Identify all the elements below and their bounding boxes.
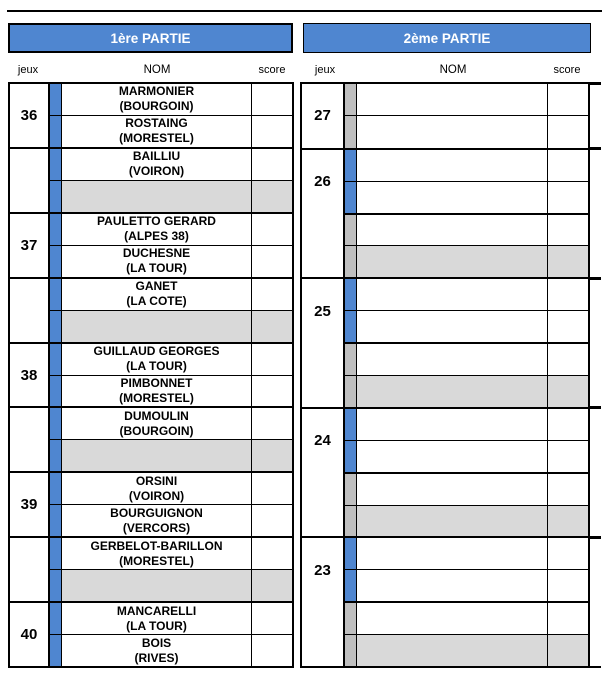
empty-name-cell[interactable] (357, 474, 548, 505)
player-name: BOURGUIGNON (110, 505, 203, 520)
empty-name-cell[interactable] (357, 506, 548, 537)
player-marker-bar (50, 116, 62, 147)
game-number-cell: 37 (10, 214, 50, 277)
left-score-column-header: score (258, 64, 286, 76)
player-marker-bar (345, 570, 357, 601)
player-marker-bar (50, 149, 62, 180)
score-cell[interactable] (252, 603, 292, 634)
player-marker-bar (345, 182, 357, 213)
match-block-27 (302, 84, 588, 150)
game-number-cell (10, 149, 50, 212)
empty-player-slot (50, 440, 292, 471)
empty-player-slot (345, 474, 588, 506)
empty-player-slot (50, 570, 292, 601)
empty-name-cell[interactable] (357, 246, 548, 277)
game-number: 23 (314, 561, 331, 579)
player-slot (50, 408, 292, 440)
empty-player-slot (345, 441, 588, 474)
player-club: (VOIRON) (128, 164, 185, 179)
empty-player-slot (345, 603, 588, 635)
player-marker-bar (345, 376, 357, 407)
empty-name-cell[interactable] (357, 150, 548, 181)
player-marker-bar (50, 570, 62, 601)
match-block-25 (302, 279, 588, 409)
player-name: PAULETTO GERARD (97, 214, 216, 229)
score-cell[interactable] (252, 279, 292, 310)
player-marker-bar (345, 506, 357, 537)
empty-player-slot (345, 311, 588, 344)
score-cell[interactable] (548, 474, 588, 505)
empty-name-cell[interactable] (357, 182, 548, 213)
score-cell[interactable] (252, 408, 292, 439)
border-stub (590, 666, 601, 669)
score-cell[interactable] (548, 409, 588, 440)
game-number-cell (10, 279, 50, 342)
player-club: (ALPES 38) (124, 229, 189, 244)
game-number-cell (10, 538, 50, 601)
empty-player-slot (50, 181, 292, 212)
score-cell[interactable] (548, 570, 588, 601)
empty-player-slot (345, 279, 588, 311)
match-block-40 (10, 603, 292, 666)
page-top-rule (7, 10, 602, 12)
player-marker-bar (50, 635, 62, 666)
score-cell[interactable] (548, 84, 588, 115)
score-cell[interactable] (548, 376, 588, 407)
player-name: MARMONIER (118, 84, 195, 99)
player-slot (50, 603, 292, 635)
player-name: GERBELOT-BARILLON (90, 538, 223, 553)
score-cell[interactable] (548, 150, 588, 181)
empty-player-slot (345, 116, 588, 147)
player-name-cell (62, 635, 252, 666)
score-cell[interactable] (548, 635, 588, 666)
score-cell[interactable] (548, 603, 588, 634)
empty-name-cell[interactable] (357, 311, 548, 342)
score-cell[interactable] (252, 246, 292, 277)
empty-name-cell[interactable] (357, 84, 548, 115)
player-slot (50, 116, 292, 147)
player-club: (RIVES) (134, 650, 179, 665)
empty-name-cell[interactable] (357, 635, 548, 666)
player-name: PIMBONNET (120, 375, 193, 390)
score-cell[interactable] (548, 506, 588, 537)
empty-name-cell[interactable] (357, 538, 548, 569)
empty-player-slot (345, 635, 588, 666)
player-marker-bar (50, 84, 62, 115)
score-cell[interactable] (548, 279, 588, 310)
player-slot (50, 246, 292, 277)
score-cell[interactable] (252, 149, 292, 180)
empty-name-cell[interactable] (357, 116, 548, 147)
game-number: 24 (314, 432, 331, 450)
player-name: DUCHESNE (122, 246, 191, 261)
match-block-unnumbered (10, 408, 292, 473)
player-club: (BOURGOIN) (119, 99, 194, 114)
player-name-cell (62, 408, 252, 439)
player-name: ORSINI (135, 473, 178, 488)
score-cell[interactable] (252, 570, 292, 601)
score-cell[interactable] (252, 311, 292, 342)
empty-name-cell[interactable] (357, 215, 548, 246)
player-marker-bar (345, 150, 357, 181)
empty-player-slot (345, 182, 588, 215)
player-marker-bar (345, 474, 357, 505)
empty-name-cell[interactable] (62, 440, 252, 471)
score-cell[interactable] (548, 182, 588, 213)
player-slot (50, 149, 292, 181)
player-marker-bar (345, 215, 357, 246)
empty-player-slot (345, 246, 588, 277)
player-marker-bar (345, 409, 357, 440)
game-number-cell: 40 (10, 603, 50, 666)
empty-player-slot (345, 409, 588, 441)
player-name-cell (62, 603, 252, 634)
empty-name-cell[interactable] (62, 311, 252, 342)
player-name-cell (62, 279, 252, 310)
player-name-cell (62, 246, 252, 277)
left-jeux-column-header: jeux (17, 64, 39, 76)
match-block-26 (302, 150, 588, 280)
empty-player-slot (345, 570, 588, 603)
match-block-39 (10, 473, 292, 538)
player-club: (LA TOUR) (126, 618, 187, 633)
border-stub (590, 82, 601, 85)
player-name-cell (62, 149, 252, 180)
player-club: (VERCORS) (122, 520, 191, 535)
player-name-cell (62, 538, 252, 569)
player-slot (50, 505, 292, 536)
player-name-cell (62, 116, 252, 147)
player-marker-bar (50, 246, 62, 277)
border-stub (590, 277, 601, 280)
score-cell[interactable] (252, 116, 292, 147)
player-marker-bar (345, 441, 357, 472)
score-cell[interactable] (252, 214, 292, 245)
player-marker-bar (345, 635, 357, 666)
game-number-cell: 36 (10, 84, 50, 147)
empty-name-cell[interactable] (357, 570, 548, 601)
empty-name-cell[interactable] (357, 409, 548, 440)
player-slot (50, 376, 292, 407)
player-slot (50, 279, 292, 311)
border-stub (590, 536, 601, 539)
border-stub (590, 147, 601, 150)
player-name: BAILLIU (132, 149, 181, 164)
player-marker-bar (345, 311, 357, 342)
player-marker-bar (50, 473, 62, 504)
player-name-cell (62, 214, 252, 245)
match-block-23 (302, 538, 588, 666)
player-club: (BOURGOIN) (119, 423, 194, 438)
player-slot (50, 473, 292, 505)
player-slot (50, 344, 292, 376)
empty-name-cell[interactable] (357, 603, 548, 634)
player-slot (50, 635, 292, 666)
player-marker-bar (50, 538, 62, 569)
empty-player-slot (345, 84, 588, 116)
score-cell[interactable] (548, 538, 588, 569)
player-name-cell (62, 473, 252, 504)
score-cell[interactable] (252, 181, 292, 212)
player-marker-bar (345, 538, 357, 569)
player-marker-bar (345, 84, 357, 115)
game-number-cell (302, 538, 345, 666)
empty-name-cell[interactable] (62, 570, 252, 601)
score-cell[interactable] (252, 538, 292, 569)
player-club: (VOIRON) (128, 488, 185, 503)
empty-name-cell[interactable] (357, 441, 548, 472)
empty-player-slot (345, 538, 588, 570)
right-jeux-column-header: jeux (314, 64, 336, 76)
first-part-header (8, 23, 293, 53)
game-number-cell: 39 (10, 473, 50, 536)
empty-player-slot (345, 506, 588, 537)
empty-player-slot (345, 344, 588, 376)
player-marker-bar (345, 246, 357, 277)
game-number-cell: 27 (302, 84, 345, 148)
match-block-36 (10, 84, 292, 149)
second-part-table (300, 82, 590, 668)
game-number-cell: 38 (10, 344, 50, 407)
player-name-cell (62, 505, 252, 536)
second-part-header-label: 2ème PARTIE (403, 30, 491, 46)
match-block-37 (10, 214, 292, 279)
player-name: DUMOULIN (124, 408, 189, 423)
match-block-24 (302, 409, 588, 539)
right-score-column-header: score (553, 64, 581, 76)
player-slot (50, 84, 292, 116)
score-cell[interactable] (548, 441, 588, 472)
score-cell[interactable] (548, 246, 588, 277)
first-part-table (8, 82, 294, 668)
first-part-header-label: 1ère PARTIE (110, 30, 191, 46)
empty-name-cell[interactable] (357, 279, 548, 310)
score-cell[interactable] (548, 344, 588, 375)
player-club: (LA TOUR) (126, 261, 187, 276)
score-cell[interactable] (548, 116, 588, 147)
score-cell[interactable] (252, 635, 292, 666)
player-name-cell (62, 376, 252, 407)
player-club: (LA COTE) (126, 294, 187, 309)
player-name: BOIS (141, 635, 172, 650)
score-cell[interactable] (252, 505, 292, 536)
score-cell[interactable] (548, 215, 588, 246)
score-cell[interactable] (252, 473, 292, 504)
game-number-cell (302, 279, 345, 407)
player-marker-bar (50, 344, 62, 375)
player-marker-bar (345, 344, 357, 375)
player-slot (50, 538, 292, 570)
match-block-unnumbered (10, 149, 292, 214)
score-cell[interactable] (252, 344, 292, 375)
game-number-cell (302, 150, 345, 278)
player-club: (LA TOUR) (126, 359, 187, 374)
player-name-cell (62, 344, 252, 375)
empty-name-cell[interactable] (357, 376, 548, 407)
player-club: (MORESTEL) (119, 131, 194, 146)
player-name: ROSTAING (125, 116, 188, 131)
player-marker-bar (345, 279, 357, 310)
player-marker-bar (345, 603, 357, 634)
player-marker-bar (50, 440, 62, 471)
player-name-cell (62, 84, 252, 115)
player-name: MANCARELLI (116, 603, 197, 618)
game-number-cell (10, 408, 50, 471)
match-block-unnumbered (10, 538, 292, 603)
player-marker-bar (50, 279, 62, 310)
player-marker-bar (50, 408, 62, 439)
empty-player-slot (50, 311, 292, 342)
left-nom-column-header: NOM (143, 64, 171, 76)
player-club: (MORESTEL) (119, 553, 194, 568)
border-stub (590, 406, 601, 409)
match-block-38 (10, 344, 292, 409)
empty-player-slot (345, 376, 588, 407)
player-marker-bar (345, 116, 357, 147)
score-cell[interactable] (252, 84, 292, 115)
game-number-cell (302, 409, 345, 537)
second-part-header (303, 23, 591, 53)
player-club: (MORESTEL) (119, 390, 194, 405)
player-marker-bar (50, 376, 62, 407)
player-name: GUILLAUD GEORGES (93, 344, 220, 359)
game-number: 25 (314, 302, 331, 320)
player-marker-bar (50, 214, 62, 245)
empty-player-slot (345, 215, 588, 247)
match-block-unnumbered (10, 279, 292, 344)
player-marker-bar (50, 181, 62, 212)
empty-player-slot (345, 150, 588, 182)
score-cell[interactable] (548, 311, 588, 342)
player-slot (50, 214, 292, 246)
empty-name-cell[interactable] (357, 344, 548, 375)
empty-name-cell[interactable] (62, 181, 252, 212)
player-name: GANET (135, 279, 178, 294)
player-marker-bar (50, 505, 62, 536)
score-cell[interactable] (252, 440, 292, 471)
player-marker-bar (50, 603, 62, 634)
score-cell[interactable] (252, 376, 292, 407)
right-nom-column-header: NOM (439, 64, 467, 76)
player-marker-bar (50, 311, 62, 342)
game-number: 26 (314, 173, 331, 191)
